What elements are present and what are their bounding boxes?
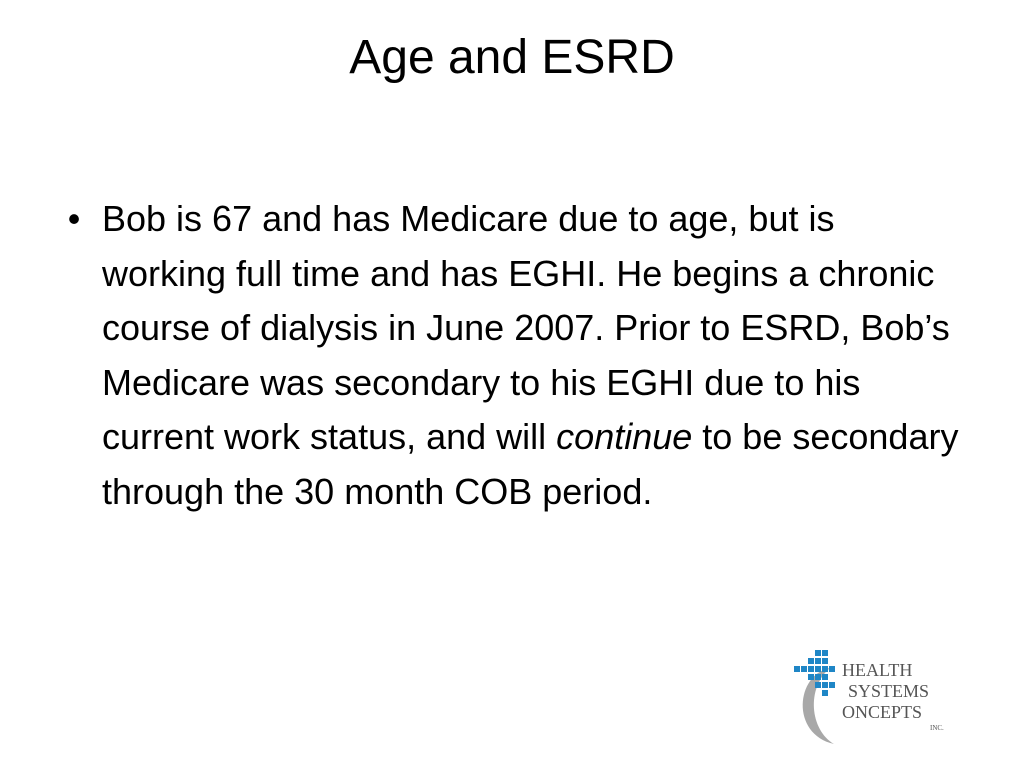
health-systems-concepts-logo <box>788 646 960 748</box>
logo-line2: SYSTEMS <box>848 681 930 701</box>
slide-title: Age and ESRD <box>349 31 675 84</box>
bullet-list <box>64 192 964 519</box>
bullet-text-before: Bob is 67 and has Medicare due to age, but is working full time and has EGHI. He begins a chronic course of dialysis in June 2007. Prior to ESRD, Bob’s Medicare was secondary to his EGHI due to his current work status, and will <box>102 198 950 457</box>
bullet-text-after: to be secondary through the 30 month COB period. <box>102 416 959 512</box>
logo-suffix: INC. <box>930 724 944 732</box>
bullet-icon: • <box>67 198 81 239</box>
logo-line3: ONCEPTS <box>842 702 923 722</box>
bullet-emphasis: continue <box>556 416 693 457</box>
logo-line1: HEALTH <box>842 660 913 680</box>
bullet-item <box>64 192 964 519</box>
